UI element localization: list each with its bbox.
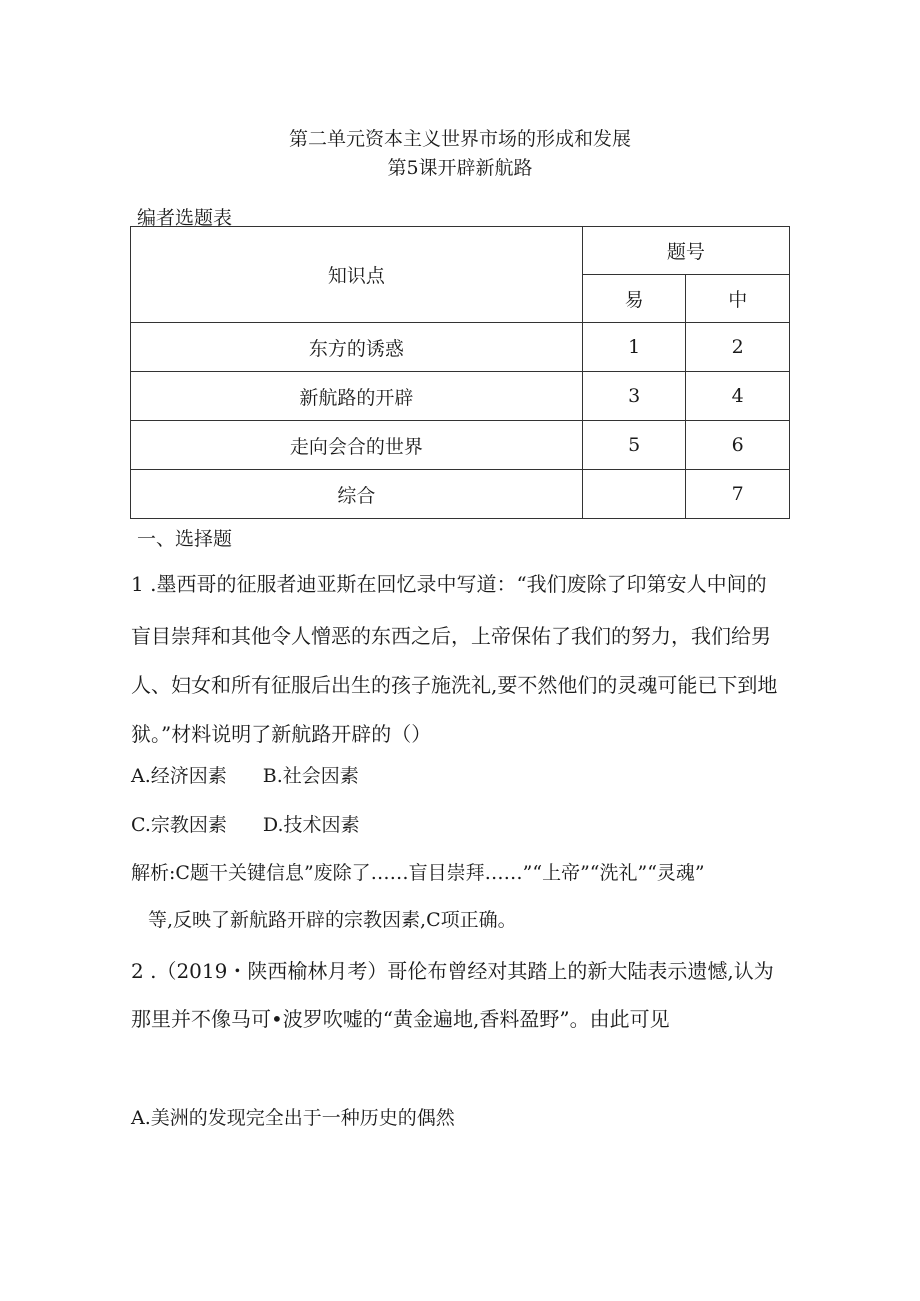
question-1-line-2: 盲目崇拜和其他令人憎恶的东西之后，上帝保佑了我们的努力，我们给男 <box>131 624 771 648</box>
easy-cell <box>582 470 686 519</box>
medium-cell: 6 <box>686 421 790 470</box>
easy-cell: 1 <box>582 323 686 372</box>
header-knowledge-point: 知识点 <box>131 227 583 323</box>
question-2-option-a: A.美洲的发现完全出于一种历史的偶然 <box>131 1107 455 1129</box>
unit-title: 第二单元资本主义世界市场的形成和发展 <box>288 128 631 150</box>
easy-cell: 5 <box>582 421 686 470</box>
table-row <box>131 470 790 519</box>
question-2-line-1: 2 .（2019・陕西榆林月考）哥伦布曾经对其踏上的新大陆表示遗憾,认为 <box>131 959 774 983</box>
question-1-options-row-2 <box>131 810 360 837</box>
question-2-line-2: 那里并不像马可•波罗吹嘘的“黄金遍地,香料盈野”。由此可见 <box>131 1007 670 1031</box>
lesson-title: 第5课开辟新航路 <box>387 157 533 179</box>
table-row <box>131 372 790 421</box>
topic-cell: 新航路的开辟 <box>131 372 583 421</box>
header-question-number: 题号 <box>582 227 789 275</box>
easy-cell: 3 <box>582 372 686 421</box>
option-b: B.社会因素 <box>262 765 359 787</box>
question-1-options-row-1 <box>131 761 359 788</box>
question-1-line-1: 1 .墨西哥的征服者迪亚斯在回忆录中写道：“我们废除了印第安人中间的 <box>131 572 767 596</box>
topic-cell: 综合 <box>131 470 583 519</box>
header-medium: 中 <box>686 275 790 323</box>
section-title: 一、选择题 <box>137 528 233 550</box>
analysis-line-2: 等,反映了新航路开辟的宗教因素,C项正确。 <box>148 909 517 931</box>
question-selection-table <box>130 226 790 519</box>
medium-cell: 4 <box>686 372 790 421</box>
table-caption: 编者选题表 <box>137 207 233 229</box>
table-row <box>131 421 790 470</box>
table-row <box>131 323 790 372</box>
option-a: A.经济因素 <box>131 765 227 787</box>
analysis-line-1: 解析:C题干关键信息”废除了……盲目崇拜……”“上帝”“洗礼”“灵魂” <box>131 862 705 884</box>
topic-cell: 走向会合的世界 <box>131 421 583 470</box>
medium-cell: 2 <box>686 323 790 372</box>
medium-cell: 7 <box>686 470 790 519</box>
option-c: C.宗教因素 <box>131 814 227 836</box>
question-1-line-4: 狱。”材料说明了新航路开辟的（） <box>131 722 432 746</box>
table-header-row <box>131 227 790 275</box>
header-easy: 易 <box>582 275 686 323</box>
topic-cell: 东方的诱惑 <box>131 323 583 372</box>
option-d: D.技术因素 <box>262 814 360 836</box>
question-1-line-3: 人、妇女和所有征服后出生的孩子施洗礼,要不然他们的灵魂可能已下到地 <box>131 673 778 697</box>
